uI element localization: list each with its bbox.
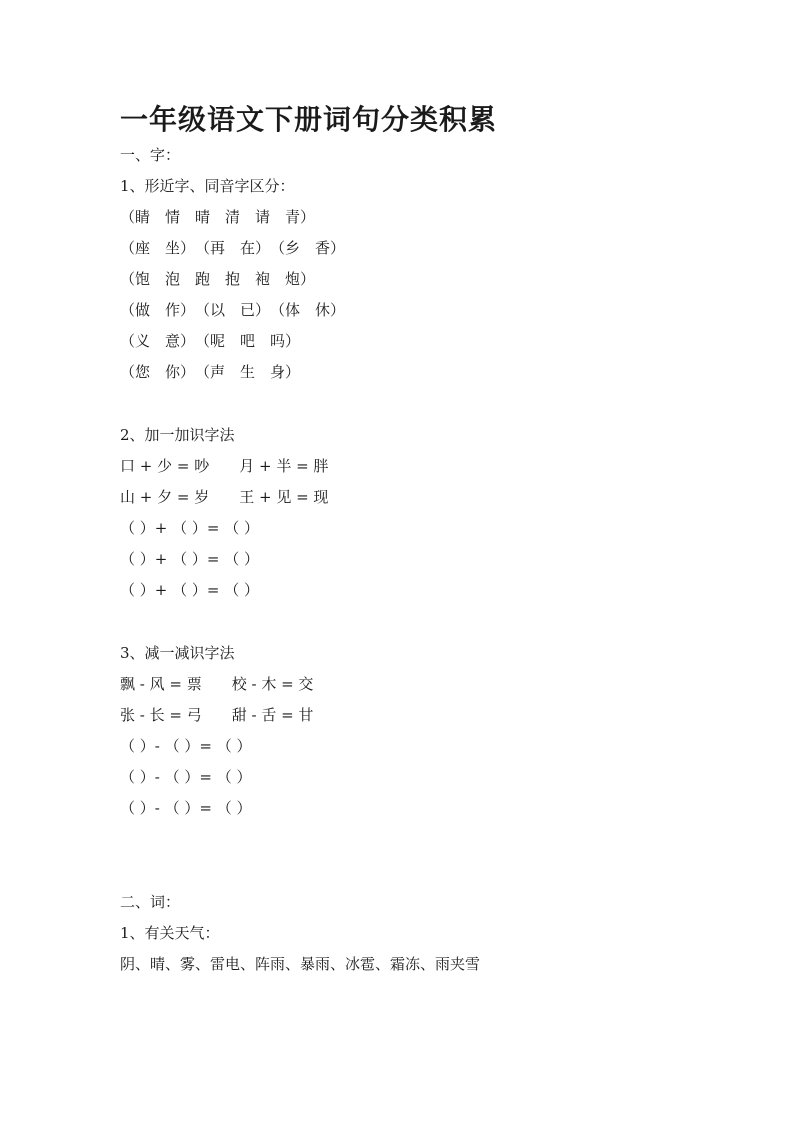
character-group-line: （座 坐） （再 在） （乡 香） xyxy=(120,239,346,257)
addition-example-line: 山 + 夕 = 岁 王 + 见 = 现 xyxy=(120,488,329,506)
section-heading-words: 二、词： xyxy=(120,893,181,911)
addition-blank-line: （ ）+ （ ）= （ ） xyxy=(120,581,259,599)
subheading-addition-method: 2、加一加识字法 xyxy=(120,426,235,444)
subtraction-example-line: 张 - 长 = 弓 甜 - 舌 = 甘 xyxy=(120,706,314,724)
subheading-similar-characters: 1、形近字、同音字区分： xyxy=(120,177,295,195)
subtraction-blank-line: （ ）- （ ）= （ ） xyxy=(120,799,252,817)
character-group-line: （您 你） （声 生 身） xyxy=(120,363,301,381)
character-group-line: （义 意） （呢 吧 吗） xyxy=(120,332,301,350)
addition-blank-line: （ ）+ （ ）= （ ） xyxy=(120,519,259,537)
subheading-weather: 1、有关天气： xyxy=(120,924,220,942)
addition-blank-line: （ ）+ （ ）= （ ） xyxy=(120,550,259,568)
subtraction-example-line: 飘 - 风 = 票 校 - 木 = 交 xyxy=(120,675,314,693)
page-title: 一年级语文下册词句分类积累 xyxy=(120,103,498,136)
weather-words-line: 阴、晴、雾、雷电、阵雨、暴雨、冰雹、霜冻、雨夹雪 xyxy=(120,955,481,973)
character-group-line: （睛 情 晴 清 请 青） xyxy=(120,208,316,226)
character-group-line: （做 作） （以 已） （体 休） xyxy=(120,301,346,319)
subtraction-blank-line: （ ）- （ ）= （ ） xyxy=(120,737,252,755)
subheading-subtraction-method: 3、减一减识字法 xyxy=(120,644,235,662)
addition-example-line: 口 + 少 = 吵 月 + 半 = 胖 xyxy=(120,457,329,475)
subtraction-blank-line: （ ）- （ ）= （ ） xyxy=(120,768,252,786)
section-heading-characters: 一、字： xyxy=(120,146,181,164)
character-group-line: （饱 泡 跑 抱 袍 炮） xyxy=(120,270,316,288)
